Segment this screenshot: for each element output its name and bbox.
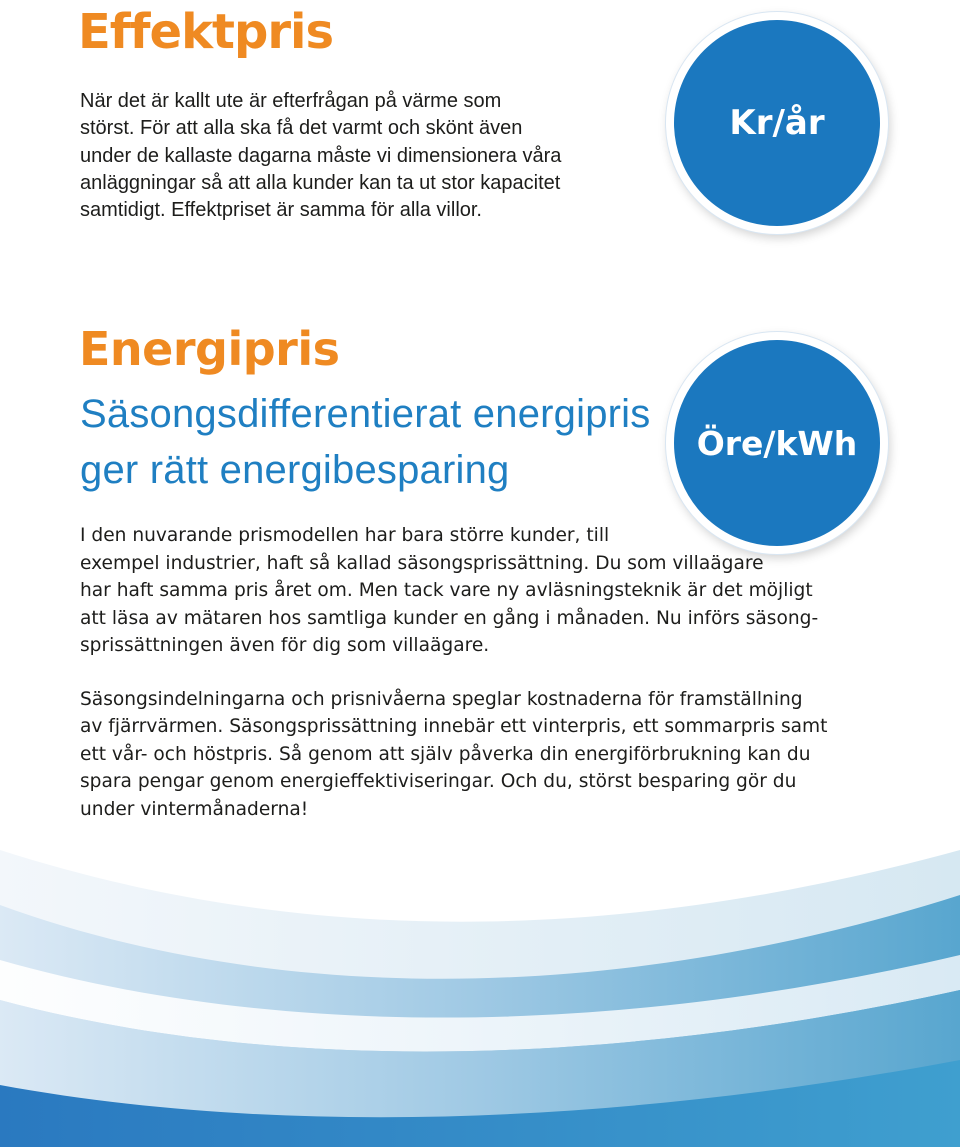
text-line: exempel industrier, haft så kallad säsongsprissättning. Du som villaägare <box>80 552 764 574</box>
subtitle-line: Säsongsdifferentierat energipris <box>80 392 651 436</box>
energipris-heading: Energipris <box>79 322 340 376</box>
body-paragraph-2 <box>80 686 880 824</box>
text-line: har haft samma pris året om. Men tack vare ny avläsningsteknik är det möjligt <box>80 580 813 601</box>
subtitle-line: ger rätt energibesparing <box>80 448 510 492</box>
text-line: När det är kallt ute är efterfrågan på värme som <box>80 90 502 112</box>
text-line: att läsa av mätaren hos samtliga kunder en gång i månaden. Nu införs säsong- <box>80 607 819 629</box>
kr-per-year-badge <box>666 12 888 234</box>
ore-per-kwh-badge <box>666 332 888 554</box>
energipris-subtitle <box>80 386 680 498</box>
badge-label: Öre/kWh <box>696 423 858 463</box>
energipris-body <box>80 522 880 823</box>
badge-label: Kr/år <box>729 103 825 143</box>
text-line: samtidigt. Effektpriset är samma för alla villor. <box>80 199 482 222</box>
text-line: störst. För att alla ska få det varmt och skönt även <box>80 117 523 140</box>
effektpris-paragraph <box>80 88 640 224</box>
text-line: ett vår- och höstpris. Så genom att själv påverka din energiförbrukning kan du <box>80 743 811 765</box>
text-line: sprissättningen även för dig som villaägare. <box>80 635 490 656</box>
text-line: av fjärrvärmen. Säsongsprissättning innebär ett vinterpris, ett sommarpris samt <box>80 716 828 737</box>
text-line: I den nuvarande prismodellen har bara större kunder, till <box>80 525 610 546</box>
text-line: Säsongsindelningarna och prisnivåerna speglar kostnaderna för framställning <box>80 688 803 710</box>
effektpris-heading: Effektpris <box>78 4 334 60</box>
text-line: anläggningar så att alla kunder kan ta ut stor kapacitet <box>80 171 561 194</box>
text-line: under de kallaste dagarna måste vi dimensionera våra <box>80 144 562 167</box>
text-line: under vintermånaderna! <box>80 798 309 820</box>
text-line: spara pengar genom energieffektiviseringar. Och du, störst besparing gör du <box>80 771 797 792</box>
